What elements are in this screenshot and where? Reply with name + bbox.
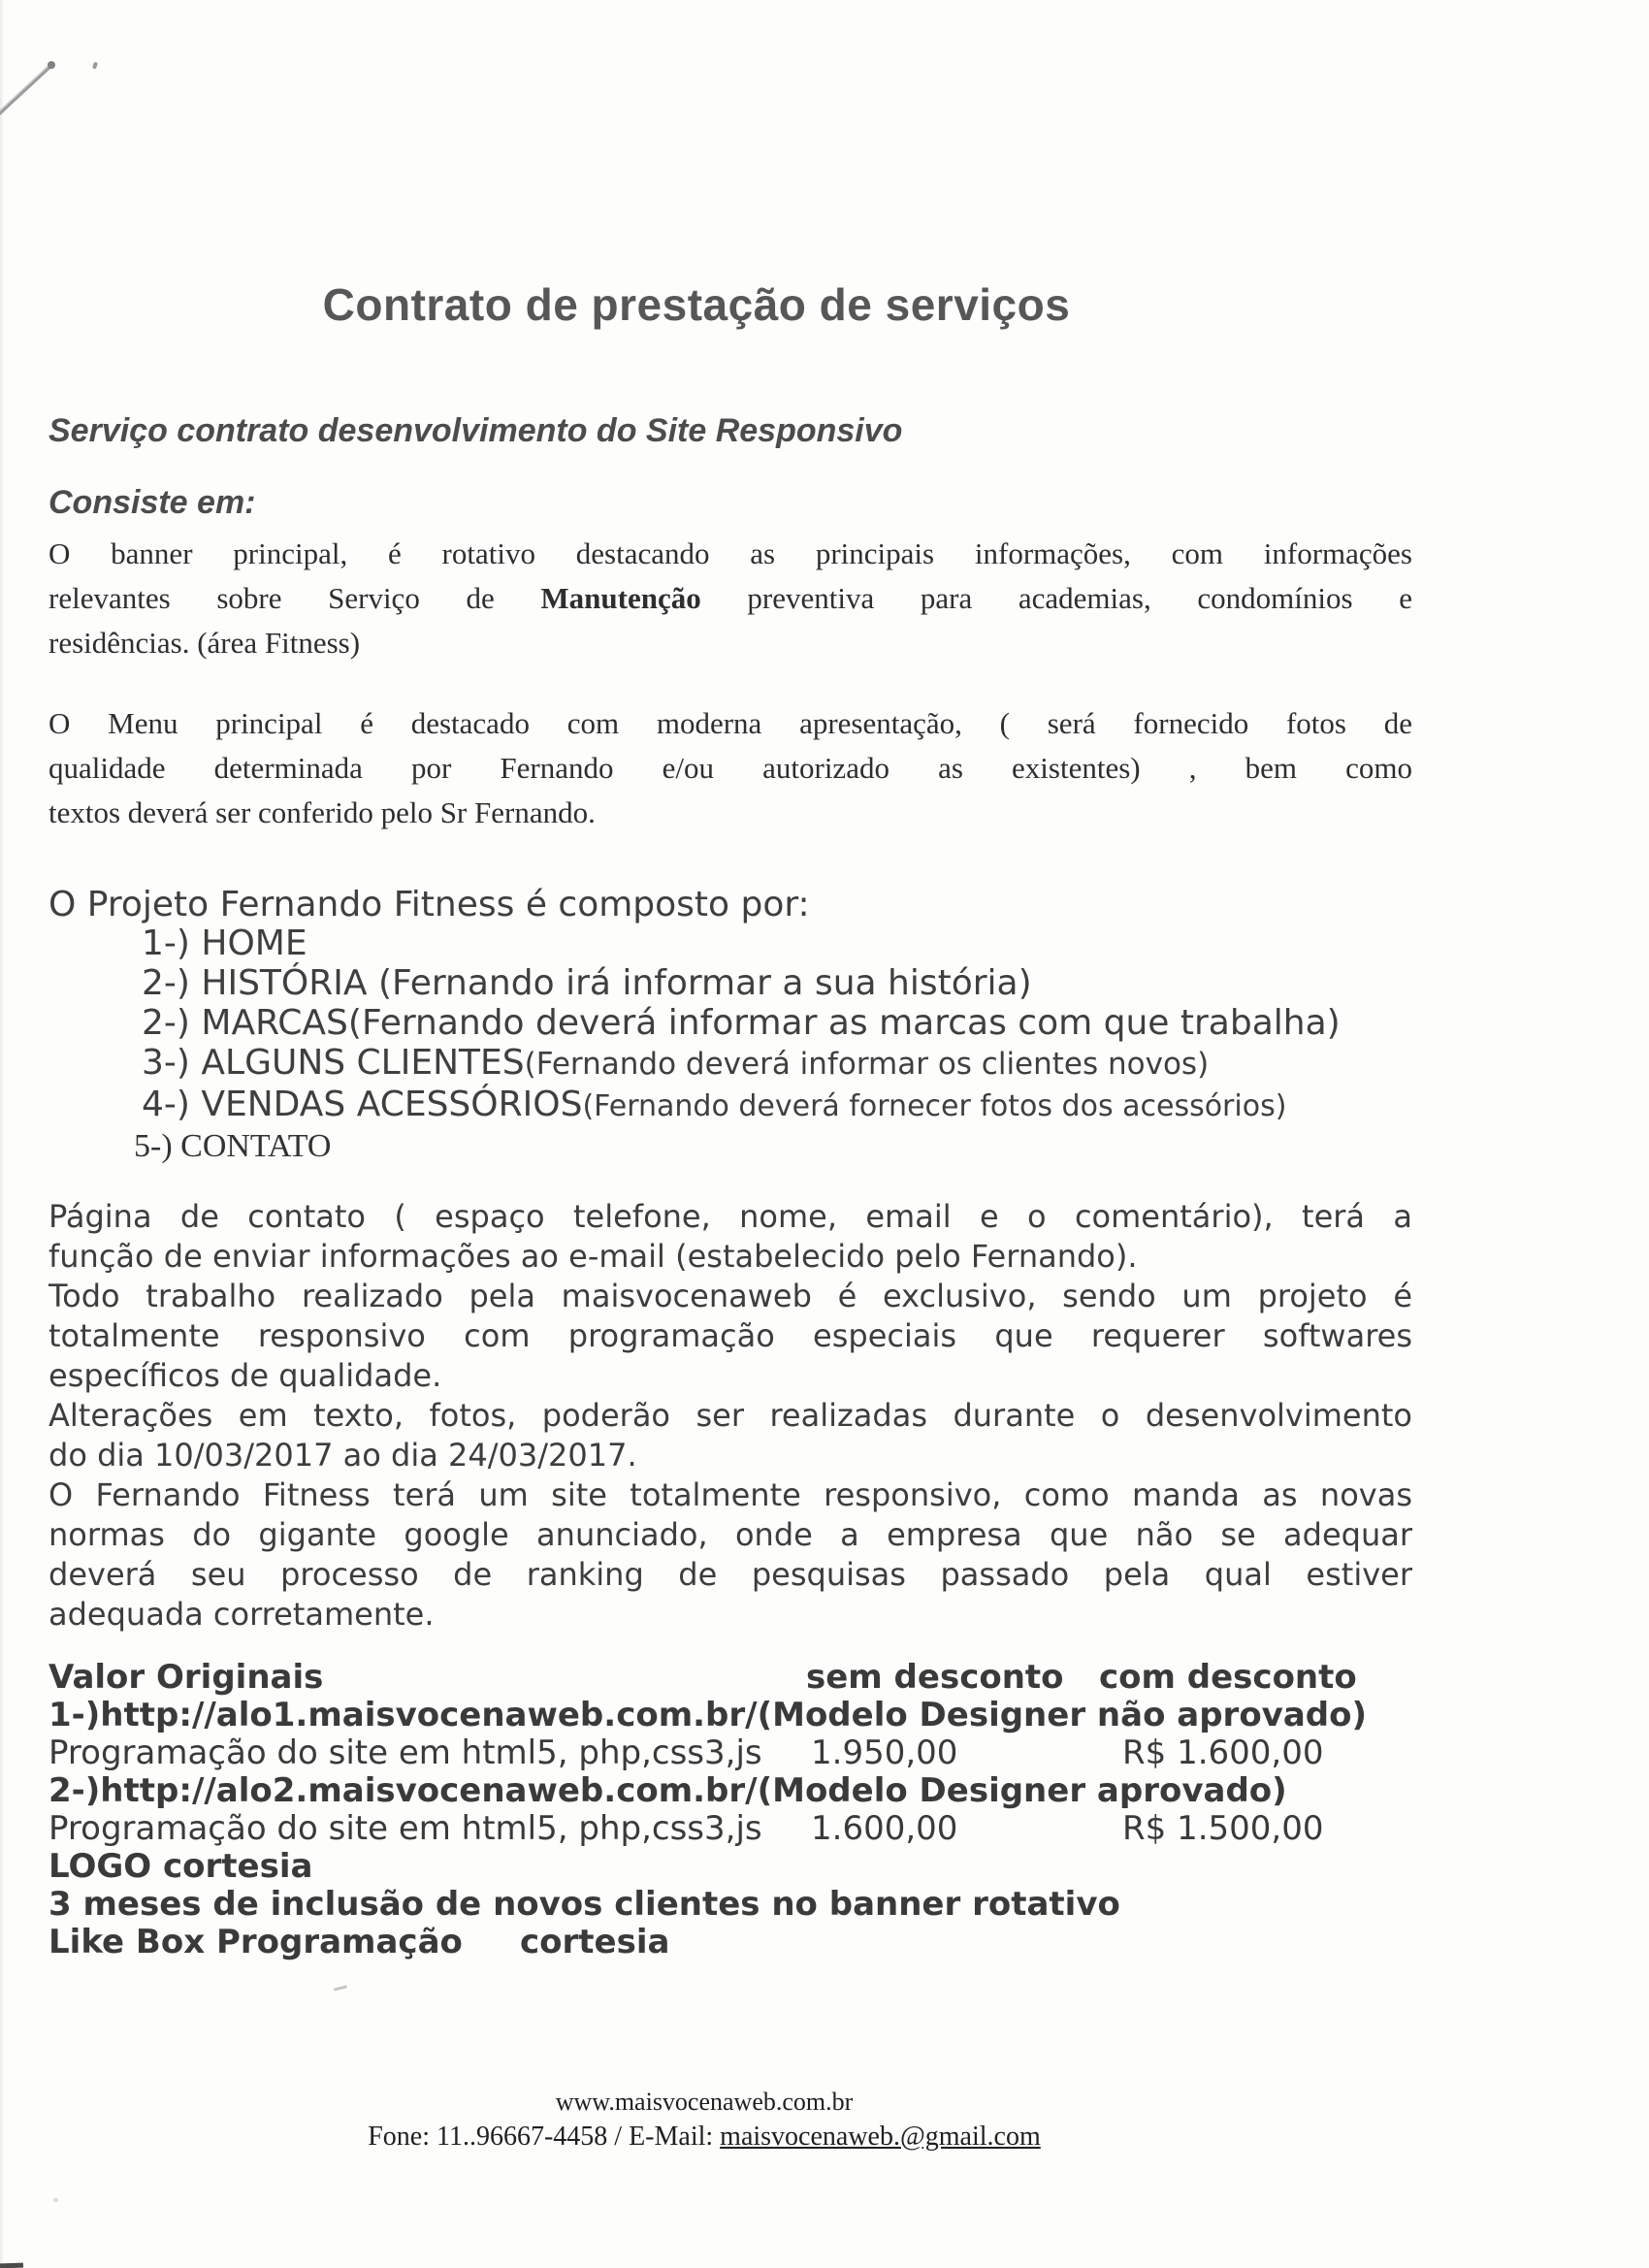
list-item-label: 5-) CONTATO — [134, 1128, 332, 1164]
paragraph-line: qualidade determinada por Fernando e/ou autorizado as existentes) , bem como — [48, 751, 1412, 785]
list-item-label: 2-) HISTÓRIA (Fernando irá informar a sua história) — [142, 963, 1032, 1003]
column-header-sem-desconto: sem desconto — [806, 1658, 1064, 1697]
body-paragraphs — [48, 1197, 1412, 1635]
service-subtitle: Serviço contrato desenvolvimento do Site Responsivo — [48, 412, 903, 449]
pricing-item2-desc: Programação do site em html5, php,css3,js — [48, 1809, 762, 1848]
paragraph-line: Todo trabalho realizado pela maisvocenaweb é exclusivo, sendo um projeto é — [48, 1278, 1412, 1314]
paragraph-line: O Fernando Fitness terá um site totalmente responsivo, como manda as novas — [48, 1476, 1412, 1513]
paragraph-line: Alterações em texto, fotos, poderão ser realizadas durante o desenvolvimento — [48, 1397, 1412, 1434]
pricing-item2-price-com: R$ 1.500,00 — [1122, 1809, 1324, 1848]
paragraph-line: adequada corretamente. — [48, 1596, 435, 1633]
column-header-com-desconto: com desconto — [1099, 1658, 1357, 1697]
consiste-heading: Consiste em: — [48, 484, 256, 521]
scan-corner-mark — [0, 2263, 23, 2268]
pricing-item1-price-com: R$ 1.600,00 — [1122, 1733, 1324, 1772]
paragraph-line: O banner principal, é rotativo destacando as principais informações, com informações — [48, 536, 1412, 570]
list-item-label: 1-) HOME — [142, 923, 307, 963]
paragraph-line: Página de contato ( espaço telefone, nome, email e o comentário), terá a — [48, 1198, 1412, 1235]
list-item — [48, 1126, 1412, 1166]
list-item — [48, 1043, 1412, 1085]
list-item-note: (Fernando deverá informar os clientes novos) — [524, 1047, 1210, 1082]
likebox-label: Like Box Programação — [48, 1923, 463, 1961]
footer-contact-line — [22, 2121, 1386, 2154]
document-content — [48, 0, 1412, 2268]
pricing-item2-row — [48, 1810, 1412, 1848]
menu-paragraph — [48, 701, 1412, 835]
intro-line2-pre: relevantes sobre Serviço de — [48, 581, 541, 615]
project-list — [48, 923, 1412, 1166]
pricing-item1-title: 1-)http://alo1.maisvocenaweb.com.br/(Modelo Designer não aprovado) — [48, 1696, 1368, 1734]
pricing-header-row — [48, 1659, 1412, 1697]
pricing-item2-price-sem: 1.600,00 — [811, 1809, 958, 1848]
document-title: Contrato de prestação de serviços — [322, 279, 1071, 330]
likebox-row — [48, 1924, 1412, 1961]
footer-email: maisvocenaweb.@gmail.com — [720, 2122, 1041, 2152]
logo-courtesy-line: LOGO cortesia — [48, 1847, 313, 1886]
intro-paragraph — [48, 532, 1412, 665]
list-item-label: 4-) VENDAS ACESSÓRIOS — [142, 1085, 583, 1124]
paragraph-line: normas do gigante google anunciado, onde a empresa que não se adequar — [48, 1516, 1412, 1553]
scan-edge-shade — [0, 0, 4, 2268]
paragraph-line — [48, 576, 1412, 621]
list-item — [48, 1003, 1412, 1043]
paragraph-line: do dia 10/03/2017 ao dia 24/03/2017. — [48, 1437, 637, 1474]
pricing-item1-price-sem: 1.950,00 — [811, 1733, 958, 1772]
paragraph-line: específicos de qualidade. — [48, 1357, 442, 1394]
list-item-label: 3-) ALGUNS CLIENTES — [142, 1043, 525, 1083]
pricing-item1-desc: Programação do site em html5, php,css3,js — [48, 1733, 762, 1772]
project-list-heading: O Projeto Fernando Fitness é composto por: — [48, 885, 810, 924]
list-item — [48, 923, 1412, 963]
intro-line2-post: preventiva para academias, condomínios e — [700, 581, 1412, 615]
likebox-value: cortesia — [520, 1923, 670, 1961]
paragraph-line: totalmente responsivo com programação especiais que requerer softwares — [48, 1317, 1412, 1354]
pricing-item1-row — [48, 1734, 1412, 1772]
list-item-label: 2-) MARCAS(Fernando deverá informar as marcas com que trabalha) — [142, 1003, 1341, 1043]
pricing-section — [48, 1659, 1412, 1961]
paragraph-line: textos deverá ser conferido pelo Sr Fernando. — [48, 795, 596, 829]
pricing-item2-title: 2-)http://alo2.maisvocenaweb.com.br/(Modelo Designer aprovado) — [48, 1771, 1287, 1810]
list-item — [48, 963, 1412, 1003]
paragraph-line: função de enviar informações ao e-mail (estabelecido pelo Fernando). — [48, 1238, 1138, 1275]
footer-website: www.maisvocenaweb.com.br — [555, 2088, 854, 2116]
manutencao-bold-word: Manutenção — [540, 581, 701, 615]
pricing-header-label: Valor Originais — [48, 1658, 324, 1697]
paragraph-line: O Menu principal é destacado com moderna apresentação, ( será fornecido fotos de — [48, 706, 1412, 740]
list-item-note: (Fernando deverá fornecer fotos dos acessórios) — [582, 1089, 1287, 1123]
paragraph-line: deverá seu processo de ranking de pesquisas passado pela qual estiver — [48, 1556, 1412, 1593]
bonus-line: 3 meses de inclusão de novos clientes no banner rotativo — [48, 1885, 1120, 1924]
footer-phone-prefix: Fone: 11..96667-4458 / E-Mail: — [368, 2122, 721, 2152]
list-item — [48, 1085, 1412, 1126]
paragraph-line: residências. (área Fitness) — [48, 626, 361, 660]
